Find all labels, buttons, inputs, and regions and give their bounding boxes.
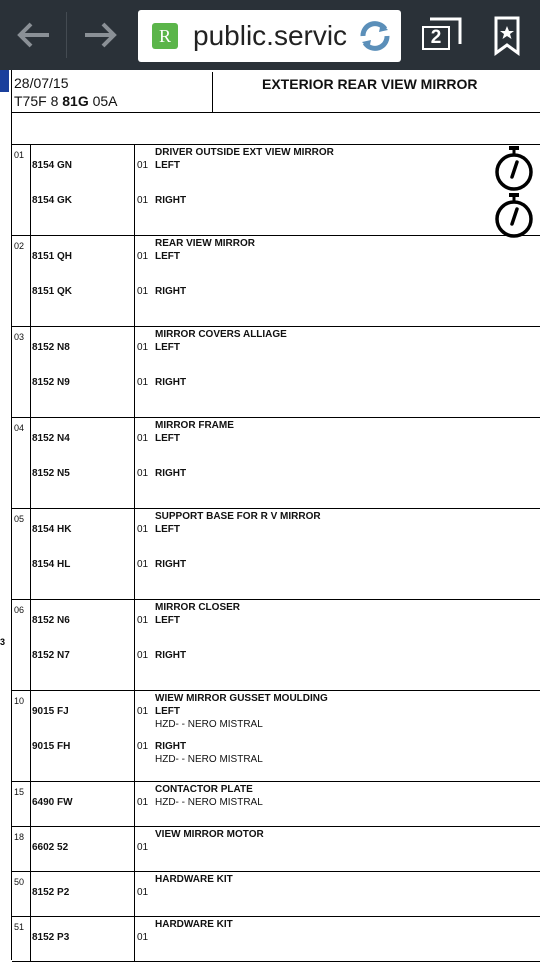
table-row xyxy=(12,600,540,691)
part-title: DRIVER OUTSIDE EXT VIEW MIRROR xyxy=(155,147,334,158)
part-title: MIRROR FRAME xyxy=(155,420,234,431)
color-note: HZD- - NERO MISTRAL xyxy=(155,797,263,808)
quantity-column xyxy=(135,827,153,871)
part-number-cell xyxy=(31,782,135,826)
part-number-cell xyxy=(31,827,135,871)
part-number-cell xyxy=(31,872,135,916)
ref-number: 51 xyxy=(14,922,25,932)
ref-number: 01 xyxy=(14,150,25,160)
side-label: RIGHT xyxy=(155,559,187,570)
table-row xyxy=(12,782,540,827)
table-row xyxy=(12,145,540,236)
reload-icon xyxy=(355,20,395,52)
quantity: 01 xyxy=(137,524,149,535)
part-number[interactable]: 8154 GK xyxy=(32,195,73,206)
part-title: CONTACTOR PLATE xyxy=(155,784,253,795)
table-row xyxy=(12,872,540,917)
ref-cell xyxy=(12,418,31,508)
part-title: SUPPORT BASE FOR R V MIRROR xyxy=(155,511,321,522)
quantity: 01 xyxy=(137,342,149,353)
site-favicon-icon xyxy=(152,23,178,49)
part-title: HARDWARE KIT xyxy=(155,874,233,885)
description-cell xyxy=(135,600,540,690)
part-number[interactable]: 8152 N4 xyxy=(32,433,70,444)
part-number[interactable]: 8151 QH xyxy=(32,251,73,262)
description-cell xyxy=(135,827,540,871)
header-info-cell xyxy=(12,72,213,112)
address-bar[interactable] xyxy=(138,10,401,62)
ref-cell xyxy=(12,917,31,961)
ref-number: 50 xyxy=(14,877,25,887)
vehicle-code-bold: 81G xyxy=(62,93,89,109)
part-number[interactable]: 6490 FW xyxy=(32,797,73,808)
part-number[interactable]: 8154 HL xyxy=(32,559,71,570)
table-row xyxy=(12,418,540,509)
quantity: 01 xyxy=(137,842,149,853)
side-label: LEFT xyxy=(155,342,180,353)
ref-cell xyxy=(12,691,31,781)
part-number-cell xyxy=(31,509,135,599)
description-cell xyxy=(135,145,540,235)
part-title: HARDWARE KIT xyxy=(155,919,233,930)
part-number-cell xyxy=(31,236,135,326)
quantity: 01 xyxy=(137,887,149,898)
quantity: 01 xyxy=(137,932,149,943)
labour-time-icon[interactable] xyxy=(493,192,535,238)
side-label: LEFT xyxy=(155,160,180,171)
quantity: 01 xyxy=(137,797,149,808)
back-button[interactable] xyxy=(14,18,54,52)
ref-cell xyxy=(12,236,31,326)
part-number[interactable]: 8152 N6 xyxy=(32,615,70,626)
ref-cell xyxy=(12,145,31,235)
ref-number: 15 xyxy=(14,787,25,797)
side-label: RIGHT xyxy=(155,195,187,206)
ref-cell xyxy=(12,827,31,871)
ref-cell xyxy=(12,327,31,417)
bookmark-star-icon xyxy=(492,16,522,56)
quantity-column xyxy=(135,917,153,961)
side-label: LEFT xyxy=(155,524,180,535)
ref-cell xyxy=(12,600,31,690)
tabs-button[interactable] xyxy=(418,16,464,54)
part-title: REAR VIEW MIRROR xyxy=(155,238,255,249)
document-date: 28/07/15 xyxy=(14,75,69,91)
quantity: 01 xyxy=(137,706,149,717)
description-cell xyxy=(135,872,540,916)
vehicle-code-suffix: 05A xyxy=(88,93,118,109)
ref-number: 04 xyxy=(14,423,25,433)
quantity-column xyxy=(135,691,153,781)
side-label: LEFT xyxy=(155,706,180,717)
reload-button[interactable] xyxy=(354,20,396,52)
part-number-cell xyxy=(31,145,135,235)
table-row xyxy=(12,327,540,418)
quantity: 01 xyxy=(137,559,149,570)
quantity: 01 xyxy=(137,377,149,388)
part-number[interactable]: 8152 N5 xyxy=(32,468,70,479)
ref-number: 03 xyxy=(14,332,25,342)
part-number[interactable]: 8151 QK xyxy=(32,286,73,297)
quantity-column xyxy=(135,509,153,599)
arrow-right-icon xyxy=(83,22,117,48)
part-number[interactable]: 8154 GN xyxy=(32,160,73,171)
forward-button[interactable] xyxy=(80,18,120,52)
side-label: RIGHT xyxy=(155,286,187,297)
part-number[interactable]: 8152 P3 xyxy=(32,932,70,943)
description-cell xyxy=(135,691,540,781)
part-number-cell xyxy=(31,418,135,508)
description-cell xyxy=(135,917,540,961)
favicon-letter: R xyxy=(158,25,171,46)
left-margin xyxy=(0,70,9,960)
part-number-cell xyxy=(31,691,135,781)
part-number[interactable]: 8152 N7 xyxy=(32,650,70,661)
side-label: RIGHT xyxy=(155,650,187,661)
part-title: VIEW MIRROR MOTOR xyxy=(155,829,264,840)
description-cell xyxy=(135,509,540,599)
part-title: MIRROR COVERS ALLIAGE xyxy=(155,329,287,340)
side-label: LEFT xyxy=(155,251,180,262)
quantity: 01 xyxy=(137,615,149,626)
part-number-cell xyxy=(31,600,135,690)
quantity: 01 xyxy=(137,160,149,171)
ref-cell xyxy=(12,872,31,916)
part-title: WIEW MIRROR GUSSET MOULDING xyxy=(155,693,328,704)
part-number[interactable]: 9015 FJ xyxy=(32,706,69,717)
vehicle-code-prefix: T75F 8 xyxy=(14,93,63,109)
quantity-column xyxy=(135,236,153,326)
quantity-column xyxy=(135,600,153,690)
ref-number: 06 xyxy=(14,605,25,615)
side-label: RIGHT xyxy=(155,741,187,752)
part-number[interactable]: 8152 N8 xyxy=(32,342,70,353)
color-note: HZD- - NERO MISTRAL xyxy=(155,754,263,765)
table-row xyxy=(12,691,540,782)
part-title: MIRROR CLOSER xyxy=(155,602,240,613)
document-header xyxy=(12,72,540,113)
side-label: LEFT xyxy=(155,615,180,626)
bookmark-button[interactable] xyxy=(492,16,522,56)
part-number-cell xyxy=(31,327,135,417)
arrow-left-icon xyxy=(17,22,51,48)
vehicle-code xyxy=(14,93,118,109)
ref-number: 10 xyxy=(14,696,25,706)
part-number[interactable]: 9015 FH xyxy=(32,741,71,752)
quantity-column xyxy=(135,145,153,235)
table-row xyxy=(12,236,540,327)
selection-marker xyxy=(0,70,9,92)
side-label: RIGHT xyxy=(155,468,187,479)
quantity: 01 xyxy=(137,468,149,479)
part-number[interactable]: 8152 P2 xyxy=(32,887,70,898)
part-number[interactable]: 6602 52 xyxy=(32,842,69,853)
part-number[interactable]: 8152 N9 xyxy=(32,377,70,388)
quantity: 01 xyxy=(137,650,149,661)
quantity-column xyxy=(135,782,153,826)
quantity: 01 xyxy=(137,286,149,297)
quantity: 01 xyxy=(137,433,149,444)
part-number-cell xyxy=(31,917,135,961)
tab-count: 2 xyxy=(422,26,450,50)
blank-header-row xyxy=(12,113,540,145)
ref-number: 18 xyxy=(14,832,25,842)
quantity-column xyxy=(135,327,153,417)
side-label: RIGHT xyxy=(155,377,187,388)
description-cell xyxy=(135,418,540,508)
table-row xyxy=(12,917,540,962)
parts-table xyxy=(12,145,540,962)
description-cell xyxy=(135,327,540,417)
url-text: public.servic xyxy=(193,20,348,51)
color-note: HZD- - NERO MISTRAL xyxy=(155,719,263,730)
quantity: 01 xyxy=(137,741,149,752)
description-cell xyxy=(135,236,540,326)
document-title: EXTERIOR REAR VIEW MIRROR xyxy=(262,76,478,92)
browser-toolbar xyxy=(0,0,540,70)
side-label: LEFT xyxy=(155,433,180,444)
part-number[interactable]: 8154 HK xyxy=(32,524,72,535)
ref-number: 02 xyxy=(14,241,25,251)
quantity-column xyxy=(135,418,153,508)
table-row xyxy=(12,509,540,600)
description-cell xyxy=(135,782,540,826)
labour-time-icon[interactable] xyxy=(493,145,535,191)
quantity: 01 xyxy=(137,195,149,206)
ref-number: 05 xyxy=(14,514,25,524)
toolbar-separator xyxy=(66,12,67,58)
quantity: 01 xyxy=(137,251,149,262)
table-row xyxy=(12,827,540,872)
page-side-marker: 3 xyxy=(0,637,6,647)
ref-cell xyxy=(12,782,31,826)
ref-cell xyxy=(12,509,31,599)
quantity-column xyxy=(135,872,153,916)
